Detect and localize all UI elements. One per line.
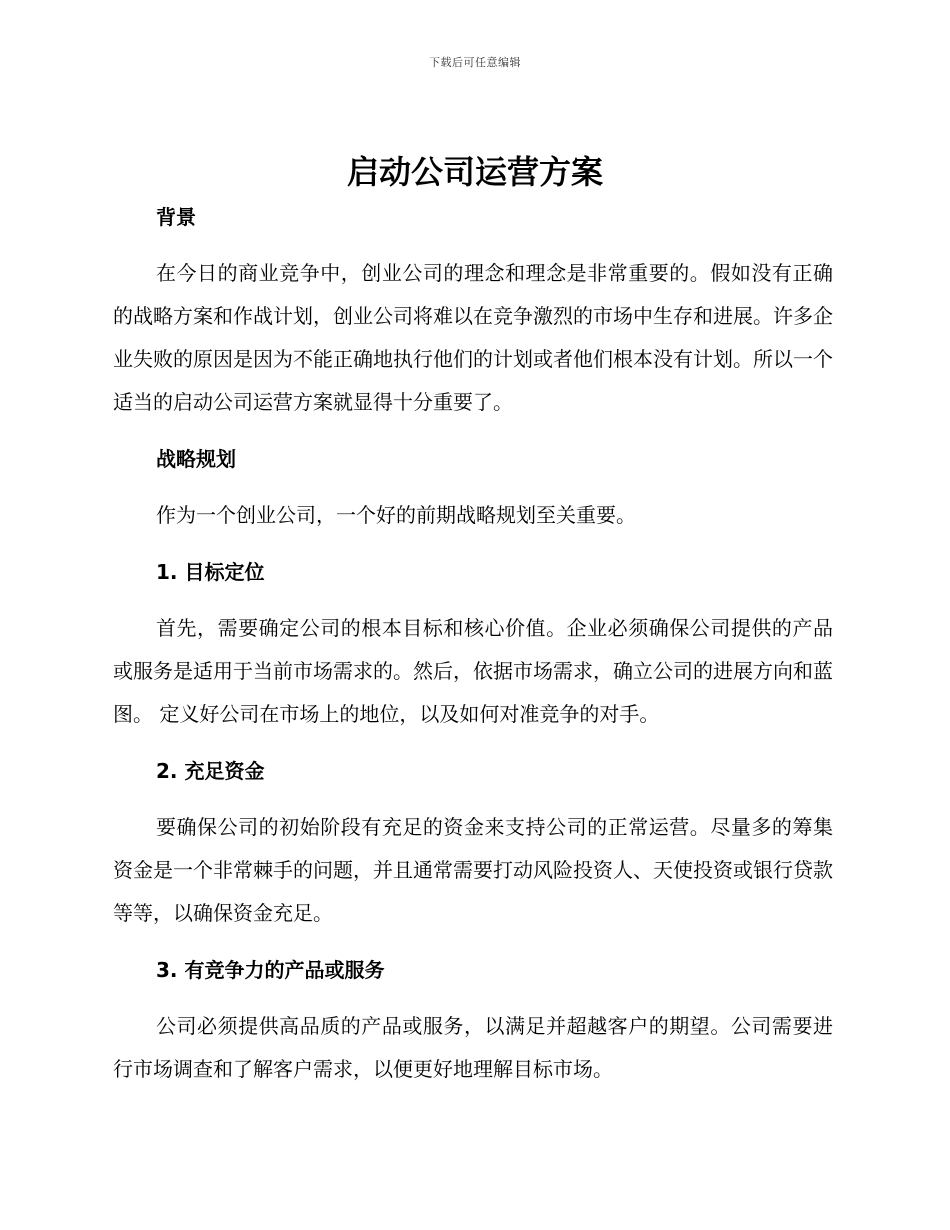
document-body [113,202,833,1091]
document-title: 启动公司运营方案 [346,153,603,191]
section-heading-target-positioning: 1. 目标定位 [156,560,265,584]
section-paragraph-competitive-product: 公司必须提供高品质的产品或服务，以满足并超越客户的期望。公司需要进行市场调查和了解客户需求，以便更好地理解目标市场。 [113,1014,833,1081]
header-note: 下载后可任意编辑 [429,56,521,69]
section-heading-competitive-product: 3. 有竞争力的产品或服务 [156,958,385,982]
section-paragraph-funding: 要确保公司的初始阶段有充足的资金来支持公司的正常运营。尽量多的筹集资金是一个非常棘手的问题，并且通常需要打动风险投资人、天使投资或银行贷款等等，以确保资金充足。 [113,815,833,925]
section-paragraph-strategy: 作为一个创业公司，一个好的前期战略规划至关重要。 [156,503,636,527]
section-heading-strategy: 战略规划 [156,447,236,471]
section-paragraph-background: 在今日的商业竞争中，创业公司的理念和理念是非常重要的。假如没有正确的战略方案和作战计划，创业公司将难以在竞争激烈的市场中生存和进展。许多企业失败的原因是因为不能正确地执行他们的计划或者他们根本没有计划。所以一个适当的启动公司运营方案就显得十分重要了。 [113,261,833,414]
section-paragraph-target-positioning: 首先，需要确定公司的根本目标和核心价值。企业必须确保公司提供的产品或服务是适用于当前市场需求的。然后，依据市场需求，确立公司的进展方向和蓝图。 定义好公司在市场上的地位，以及如何对准竞争的对手。 [113,616,833,726]
section-heading-background: 背景 [156,205,196,229]
section-heading-funding: 2. 充足资金 [156,759,265,783]
